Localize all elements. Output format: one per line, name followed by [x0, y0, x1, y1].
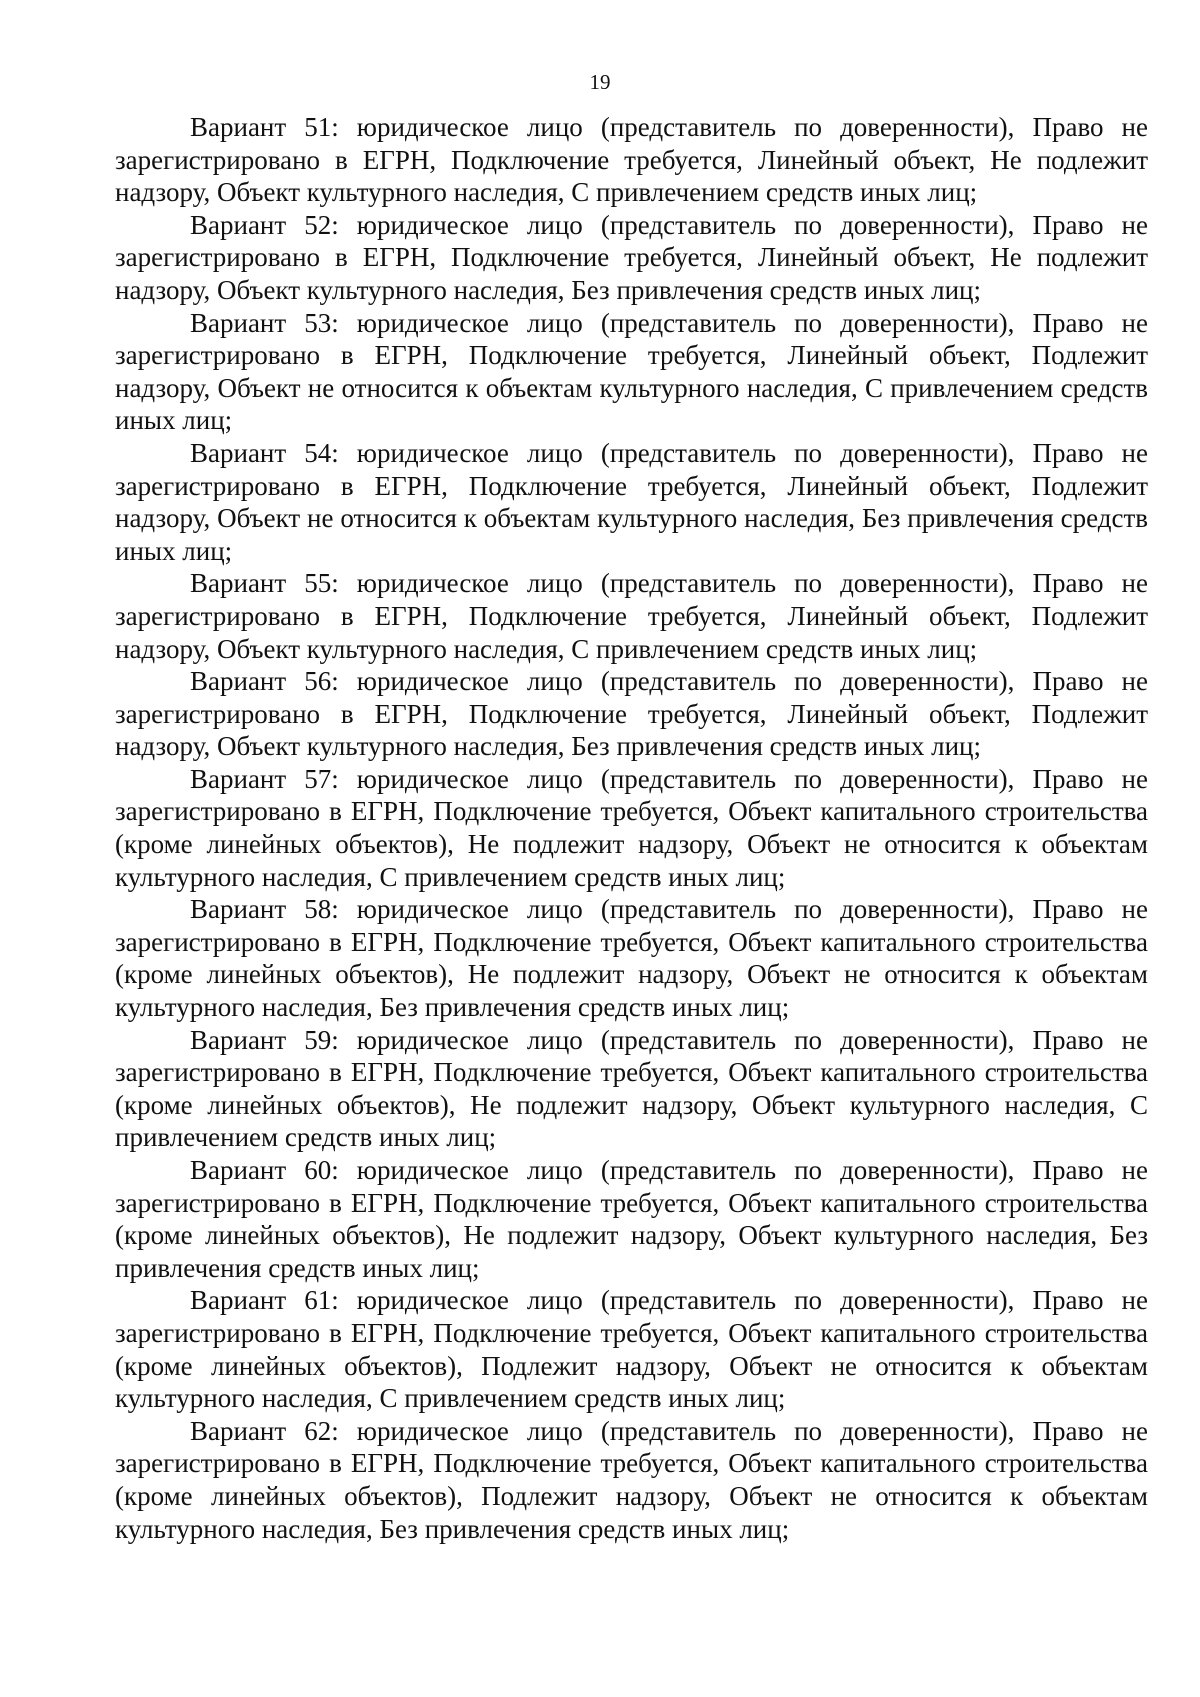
document-body: [115, 111, 1148, 1545]
variant-paragraph-51: Вариант 51: юридическое лицо (представитель по доверенности), Право не зарегистрировано в ЕГРН, Подключение требуется, Линейный объект, Не подлежит надзору, Объект культурного наследия, С привлечением средств иных лиц;: [115, 112, 1148, 208]
variant-paragraph-58: Вариант 58: юридическое лицо (представитель по доверенности), Право не зарегистрировано в ЕГРН, Подключение требуется, Объект капитального строительства (кроме линейных объектов), Не подлежит надзору, Объект не относится к объектам культурного наследия, Без привлечения средств иных лиц;: [115, 894, 1148, 1023]
variant-paragraph-57: Вариант 57: юридическое лицо (представитель по доверенности), Право не зарегистрировано в ЕГРН, Подключение требуется, Объект капитального строительства (кроме линейных объектов), Не подлежит надзору, Объект не относится к объектам культурного наследия, С привлечением средств иных лиц;: [115, 763, 1148, 892]
variant-paragraph-55: Вариант 55: юридическое лицо (представитель по доверенности), Право не зарегистрировано в ЕГРН, Подключение требуется, Линейный объект, Подлежит надзору, Объект культурного наследия, С привлечением средств иных лиц;: [115, 568, 1148, 664]
variant-paragraph-60: Вариант 60: юридическое лицо (представитель по доверенности), Право не зарегистрировано в ЕГРН, Подключение требуется, Объект капитального строительства (кроме линейных объектов), Не подлежит надзору, Объект культурного наследия, Без привлечения средств иных лиц;: [115, 1155, 1148, 1283]
page-number: 19: [589, 70, 611, 94]
variant-paragraph-62: Вариант 62: юридическое лицо (представитель по доверенности), Право не зарегистрировано в ЕГРН, Подключение требуется, Объект капитального строительства (кроме линейных объектов), Подлежит надзору, Объект не относится к объектам культурного наследия, Без привлечения средств иных лиц;: [115, 1415, 1148, 1544]
variant-paragraph-54: Вариант 54: юридическое лицо (представитель по доверенности), Право не зарегистрировано в ЕГРН, Подключение требуется, Линейный объект, Подлежит надзору, Объект не относится к объектам культурного наследия, Без привлечения средств иных лиц;: [115, 437, 1148, 566]
variant-paragraph-61: Вариант 61: юридическое лицо (представитель по доверенности), Право не зарегистрировано в ЕГРН, Подключение требуется, Объект капитального строительства (кроме линейных объектов), Подлежит надзору, Объект не относится к объектам культурного наследия, С привлечением средств иных лиц;: [115, 1285, 1148, 1414]
variant-paragraph-53: Вариант 53: юридическое лицо (представитель по доверенности), Право не зарегистрировано в ЕГРН, Подключение требуется, Линейный объект, Подлежит надзору, Объект не относится к объектам культурного наследия, С привлечением средств иных лиц;: [115, 307, 1148, 436]
variant-paragraph-59: Вариант 59: юридическое лицо (представитель по доверенности), Право не зарегистрировано в ЕГРН, Подключение требуется, Объект капитального строительства (кроме линейных объектов), Не подлежит надзору, Объект культурного наследия, С привлечением средств иных лиц;: [115, 1024, 1148, 1153]
variant-paragraph-56: Вариант 56: юридическое лицо (представитель по доверенности), Право не зарегистрировано в ЕГРН, Подключение требуется, Линейный объект, Подлежит надзору, Объект культурного наследия, Без привлечения средств иных лиц;: [115, 666, 1148, 762]
variant-paragraph-52: Вариант 52: юридическое лицо (представитель по доверенности), Право не зарегистрировано в ЕГРН, Подключение требуется, Линейный объект, Не подлежит надзору, Объект культурного наследия, Без привлечения средств иных лиц;: [115, 209, 1148, 305]
